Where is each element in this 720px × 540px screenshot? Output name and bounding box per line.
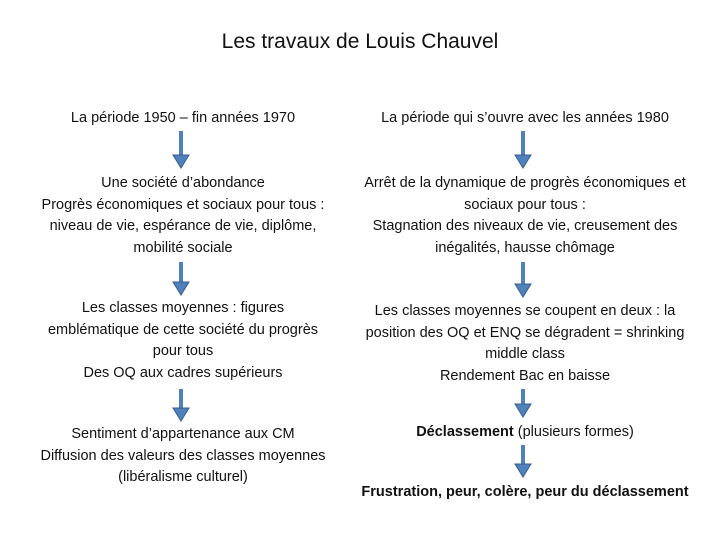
right-arrow-2 bbox=[515, 262, 531, 297]
right-box-stagnation-text: Stagnation des niveaux de vie, creusement des inégalités, hausse chômage bbox=[372, 218, 678, 256]
left-box-middle-class-sub: Des OQ aux cadres supérieurs bbox=[83, 364, 283, 381]
right-box-split-sub: Rendement Bac en baisse bbox=[439, 367, 611, 384]
left-box-middle-class-text: Les classes moyennes : figures emblématique de cette société du progrès pour tous bbox=[47, 300, 319, 359]
left-box-belonging-title: Sentiment d’appartenance aux CM bbox=[71, 426, 295, 442]
page-title: Les travaux de Louis Chauvel bbox=[221, 30, 499, 53]
right-arrow-1 bbox=[515, 131, 531, 168]
left-arrow-3 bbox=[173, 389, 189, 421]
right-box-split-text: Les classes moyennes se coupent en deux : la position des OQ et ENQ se dégradent = shrinking middle class bbox=[365, 303, 685, 362]
left-box-abundance-title: Une société d’abondance bbox=[101, 175, 265, 191]
right-arrow-4 bbox=[515, 445, 531, 477]
left-arrow-1 bbox=[173, 131, 189, 168]
left-period-header: La période 1950 – fin années 1970 bbox=[70, 110, 296, 126]
right-box-declassement-normal: (plusieurs formes) bbox=[513, 424, 634, 440]
left-box-belonging-text: Diffusion des valeurs des classes moyennes (libéralisme culturel) bbox=[40, 447, 326, 485]
left-arrow-2 bbox=[173, 262, 189, 295]
right-box-stagnation-title: Arrêt de la dynamique de progrès économiques et sociaux pour tous : bbox=[364, 175, 686, 213]
right-box-declassement-bold: Déclassement bbox=[416, 424, 514, 440]
right-period-header: La période qui s’ouvre avec les années 1980 bbox=[381, 110, 669, 126]
right-box-frustration: Frustration, peur, colère, peur du déclassement bbox=[361, 484, 689, 500]
right-arrow-3 bbox=[515, 389, 531, 417]
left-box-abundance-text: Progrès économiques et sociaux pour tous : niveau de vie, espérance de vie, diplôme, mobilité sociale bbox=[41, 196, 325, 256]
